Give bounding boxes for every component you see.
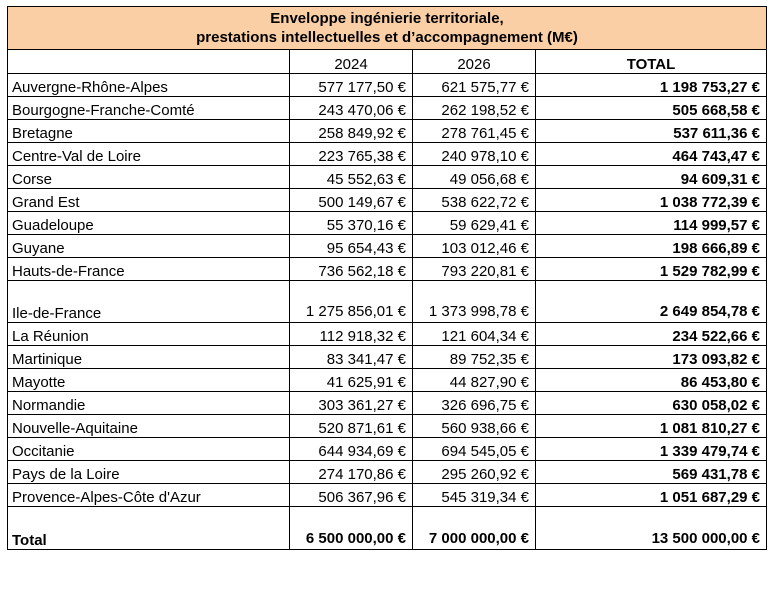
total-cell: 464 743,47 €	[536, 143, 767, 166]
table-row	[8, 120, 767, 143]
amount-2024-cell: 577 177,50 €	[290, 74, 413, 97]
amount-2026-cell: 560 938,66 €	[413, 415, 536, 438]
table-row	[8, 415, 767, 438]
table-body	[8, 7, 767, 550]
amount-2026-cell: 621 575,77 €	[413, 74, 536, 97]
amount-2024-cell: 41 625,91 €	[290, 369, 413, 392]
region-cell: Provence-Alpes-Côte d'Azur	[8, 484, 290, 507]
total-cell: 537 611,36 €	[536, 120, 767, 143]
region-cell: Pays de la Loire	[8, 461, 290, 484]
region-cell: Mayotte	[8, 369, 290, 392]
column-header-2026: 2026	[413, 50, 536, 74]
region-cell: Grand Est	[8, 189, 290, 212]
amount-2026-cell: 59 629,41 €	[413, 212, 536, 235]
grand-total-2026: 7 000 000,00 €	[413, 507, 536, 550]
table-row	[8, 212, 767, 235]
total-cell: 2 649 854,78 €	[536, 281, 767, 323]
table-title-line-2: prestations intellectuelles et d’accompagnement (M€)	[196, 29, 578, 46]
amount-2024-cell: 736 562,18 €	[290, 258, 413, 281]
amount-2024-cell: 83 341,47 €	[290, 346, 413, 369]
region-cell: Bretagne	[8, 120, 290, 143]
amount-2026-cell: 538 622,72 €	[413, 189, 536, 212]
table-row	[8, 235, 767, 258]
total-cell: 94 609,31 €	[536, 166, 767, 189]
region-cell: Guyane	[8, 235, 290, 258]
region-cell: Martinique	[8, 346, 290, 369]
amount-2024-cell: 500 149,67 €	[290, 189, 413, 212]
amount-2024-cell: 506 367,96 €	[290, 484, 413, 507]
total-cell: 1 198 753,27 €	[536, 74, 767, 97]
total-cell: 569 431,78 €	[536, 461, 767, 484]
amount-2026-cell: 44 827,90 €	[413, 369, 536, 392]
amount-2026-cell: 89 752,35 €	[413, 346, 536, 369]
total-cell: 1 038 772,39 €	[536, 189, 767, 212]
amount-2026-cell: 793 220,81 €	[413, 258, 536, 281]
amount-2024-cell: 303 361,27 €	[290, 392, 413, 415]
table-row	[8, 74, 767, 97]
amount-2024-cell: 112 918,32 €	[290, 323, 413, 346]
amount-2024-cell: 95 654,43 €	[290, 235, 413, 258]
amount-2026-cell: 278 761,45 €	[413, 120, 536, 143]
amount-2024-cell: 644 934,69 €	[290, 438, 413, 461]
region-cell: Auvergne-Rhône-Alpes	[8, 74, 290, 97]
table-row	[8, 323, 767, 346]
amount-2024-cell: 55 370,16 €	[290, 212, 413, 235]
total-cell: 505 668,58 €	[536, 97, 767, 120]
amount-2026-cell: 240 978,10 €	[413, 143, 536, 166]
table-row	[8, 281, 767, 323]
amount-2026-cell: 103 012,46 €	[413, 235, 536, 258]
region-cell: Occitanie	[8, 438, 290, 461]
amount-2026-cell: 49 056,68 €	[413, 166, 536, 189]
table-row	[8, 143, 767, 166]
region-cell: Normandie	[8, 392, 290, 415]
total-cell: 173 093,82 €	[536, 346, 767, 369]
amount-2024-cell: 223 765,38 €	[290, 143, 413, 166]
amount-2024-cell: 520 871,61 €	[290, 415, 413, 438]
amount-2026-cell: 262 198,52 €	[413, 97, 536, 120]
amount-2026-cell: 545 319,34 €	[413, 484, 536, 507]
region-cell: Centre-Val de Loire	[8, 143, 290, 166]
grand-total-2024: 6 500 000,00 €	[290, 507, 413, 550]
amount-2024-cell: 274 170,86 €	[290, 461, 413, 484]
column-header-row	[8, 50, 767, 74]
total-cell: 86 453,80 €	[536, 369, 767, 392]
table-row	[8, 461, 767, 484]
column-header-region	[8, 50, 290, 74]
region-cell: Hauts-de-France	[8, 258, 290, 281]
amount-2026-cell: 121 604,34 €	[413, 323, 536, 346]
amount-2026-cell: 295 260,92 €	[413, 461, 536, 484]
amount-2026-cell: 326 696,75 €	[413, 392, 536, 415]
table-row	[8, 369, 767, 392]
region-cell: Ile-de-France	[8, 281, 290, 323]
amount-2026-cell: 1 373 998,78 €	[413, 281, 536, 323]
total-cell: 1 081 810,27 €	[536, 415, 767, 438]
table-title-line-1: Enveloppe ingénierie territoriale,	[270, 10, 504, 27]
amount-2024-cell: 45 552,63 €	[290, 166, 413, 189]
region-cell: Corse	[8, 166, 290, 189]
total-cell: 114 999,57 €	[536, 212, 767, 235]
table-row	[8, 189, 767, 212]
table-row	[8, 166, 767, 189]
total-cell: 1 051 687,29 €	[536, 484, 767, 507]
region-cell: Guadeloupe	[8, 212, 290, 235]
table-title	[8, 7, 767, 50]
table-row	[8, 258, 767, 281]
table-row	[8, 346, 767, 369]
table-row	[8, 97, 767, 120]
table-row	[8, 392, 767, 415]
region-cell: La Réunion	[8, 323, 290, 346]
total-cell: 630 058,02 €	[536, 392, 767, 415]
total-cell: 234 522,66 €	[536, 323, 767, 346]
allocation-table	[7, 6, 767, 550]
table-row	[8, 484, 767, 507]
total-cell: 1 529 782,99 €	[536, 258, 767, 281]
amount-2024-cell: 1 275 856,01 €	[290, 281, 413, 323]
title-row	[8, 7, 767, 50]
total-cell: 198 666,89 €	[536, 235, 767, 258]
region-cell: Nouvelle-Aquitaine	[8, 415, 290, 438]
region-cell: Bourgogne-Franche-Comté	[8, 97, 290, 120]
amount-2026-cell: 694 545,05 €	[413, 438, 536, 461]
total-cell: 1 339 479,74 €	[536, 438, 767, 461]
table-row	[8, 438, 767, 461]
grand-total-value: 13 500 000,00 €	[536, 507, 767, 550]
column-header-2024: 2024	[290, 50, 413, 74]
grand-total-label: Total	[8, 507, 290, 550]
grand-total-row	[8, 507, 767, 550]
amount-2024-cell: 243 470,06 €	[290, 97, 413, 120]
amount-2024-cell: 258 849,92 €	[290, 120, 413, 143]
column-header-total: TOTAL	[536, 50, 767, 74]
